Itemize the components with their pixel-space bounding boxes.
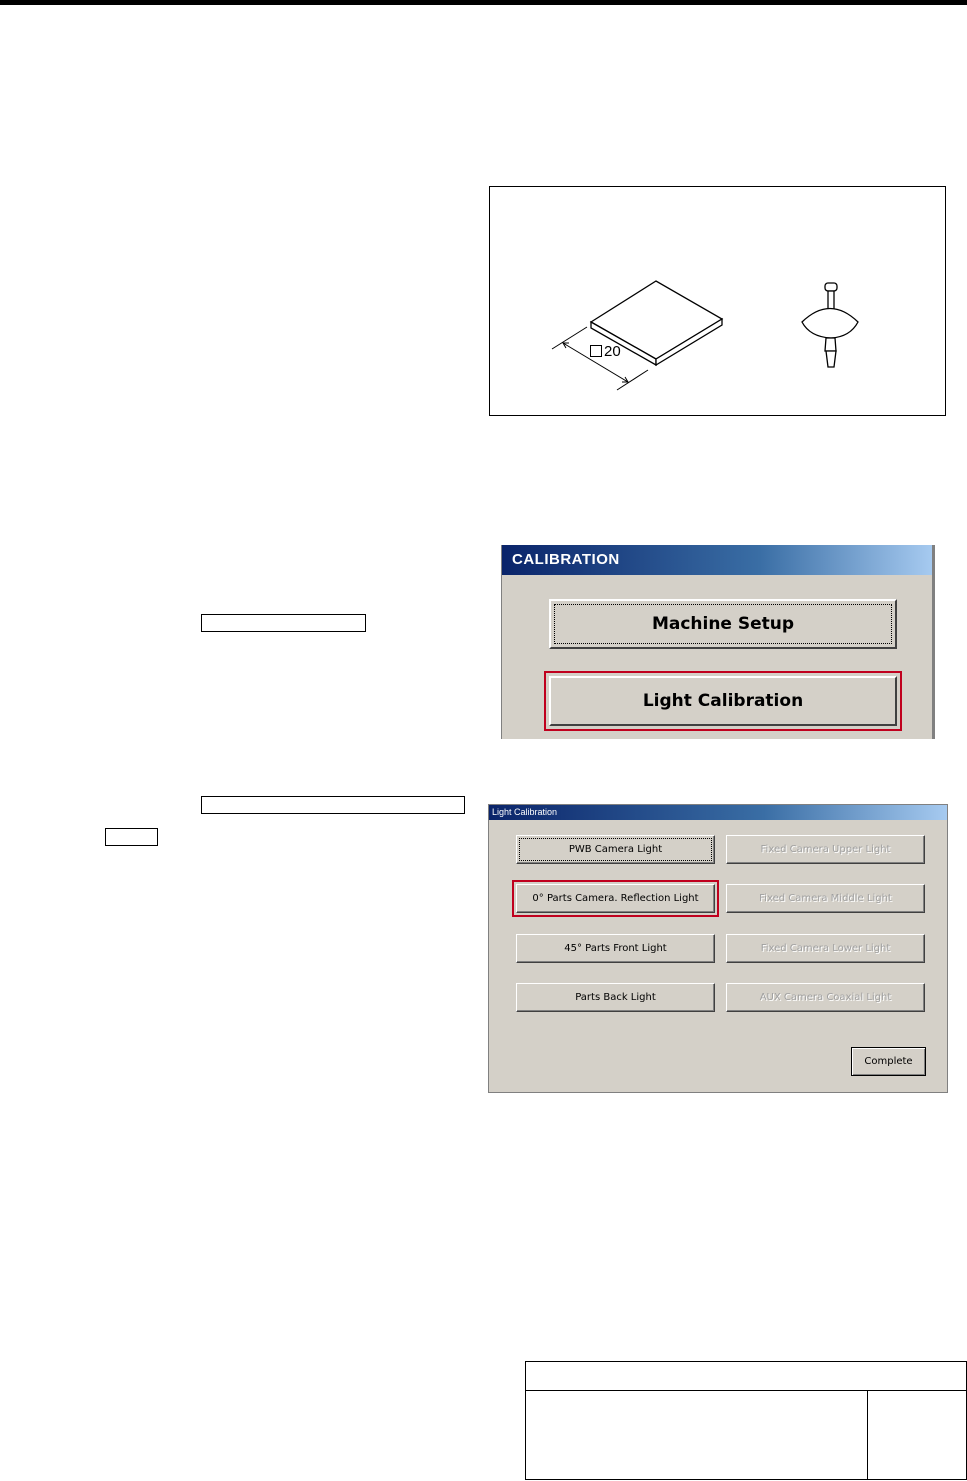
button-reference-box bbox=[201, 614, 366, 632]
fixed-camera-upper-light-button[interactable]: Fixed Camera Upper Light bbox=[726, 835, 925, 864]
parts-camera-reflection-light-button[interactable]: 0° Parts Camera. Reflection Light bbox=[516, 884, 715, 913]
button-reference-box-3 bbox=[105, 828, 158, 846]
fixed-camera-lower-light-button[interactable]: Fixed Camera Lower Light bbox=[726, 934, 925, 963]
parts-back-light-button[interactable]: Parts Back Light bbox=[516, 983, 715, 1012]
calibration-window bbox=[501, 545, 935, 739]
light-calibration-title-bar: Light Calibration bbox=[489, 805, 947, 820]
top-rule bbox=[0, 0, 967, 5]
light-calibration-dialog bbox=[488, 804, 948, 1093]
calibration-title-bar: CALIBRATION bbox=[502, 545, 932, 575]
footer-form-header bbox=[526, 1362, 966, 1391]
aux-camera-coaxial-light-button[interactable]: AUX Camera Coaxial Light bbox=[726, 983, 925, 1012]
jig-figure bbox=[489, 186, 946, 416]
pwb-camera-light-button[interactable]: PWB Camera Light bbox=[516, 835, 715, 864]
machine-setup-button[interactable]: Machine Setup bbox=[549, 599, 897, 649]
complete-button[interactable]: Complete bbox=[851, 1047, 926, 1076]
nozzle bbox=[802, 283, 858, 367]
parts-front-light-button[interactable]: 45° Parts Front Light bbox=[516, 934, 715, 963]
fixed-camera-middle-light-button[interactable]: Fixed Camera Middle Light bbox=[726, 884, 925, 913]
light-calibration-button[interactable]: Light Calibration bbox=[549, 676, 897, 726]
button-reference-box-2 bbox=[201, 796, 465, 814]
square-symbol bbox=[590, 345, 602, 357]
dimension-label bbox=[590, 343, 621, 360]
jig-illustration bbox=[490, 187, 947, 417]
dimension-value: 20 bbox=[604, 343, 621, 360]
footer-form bbox=[525, 1361, 967, 1480]
footer-form-divider bbox=[867, 1391, 868, 1480]
